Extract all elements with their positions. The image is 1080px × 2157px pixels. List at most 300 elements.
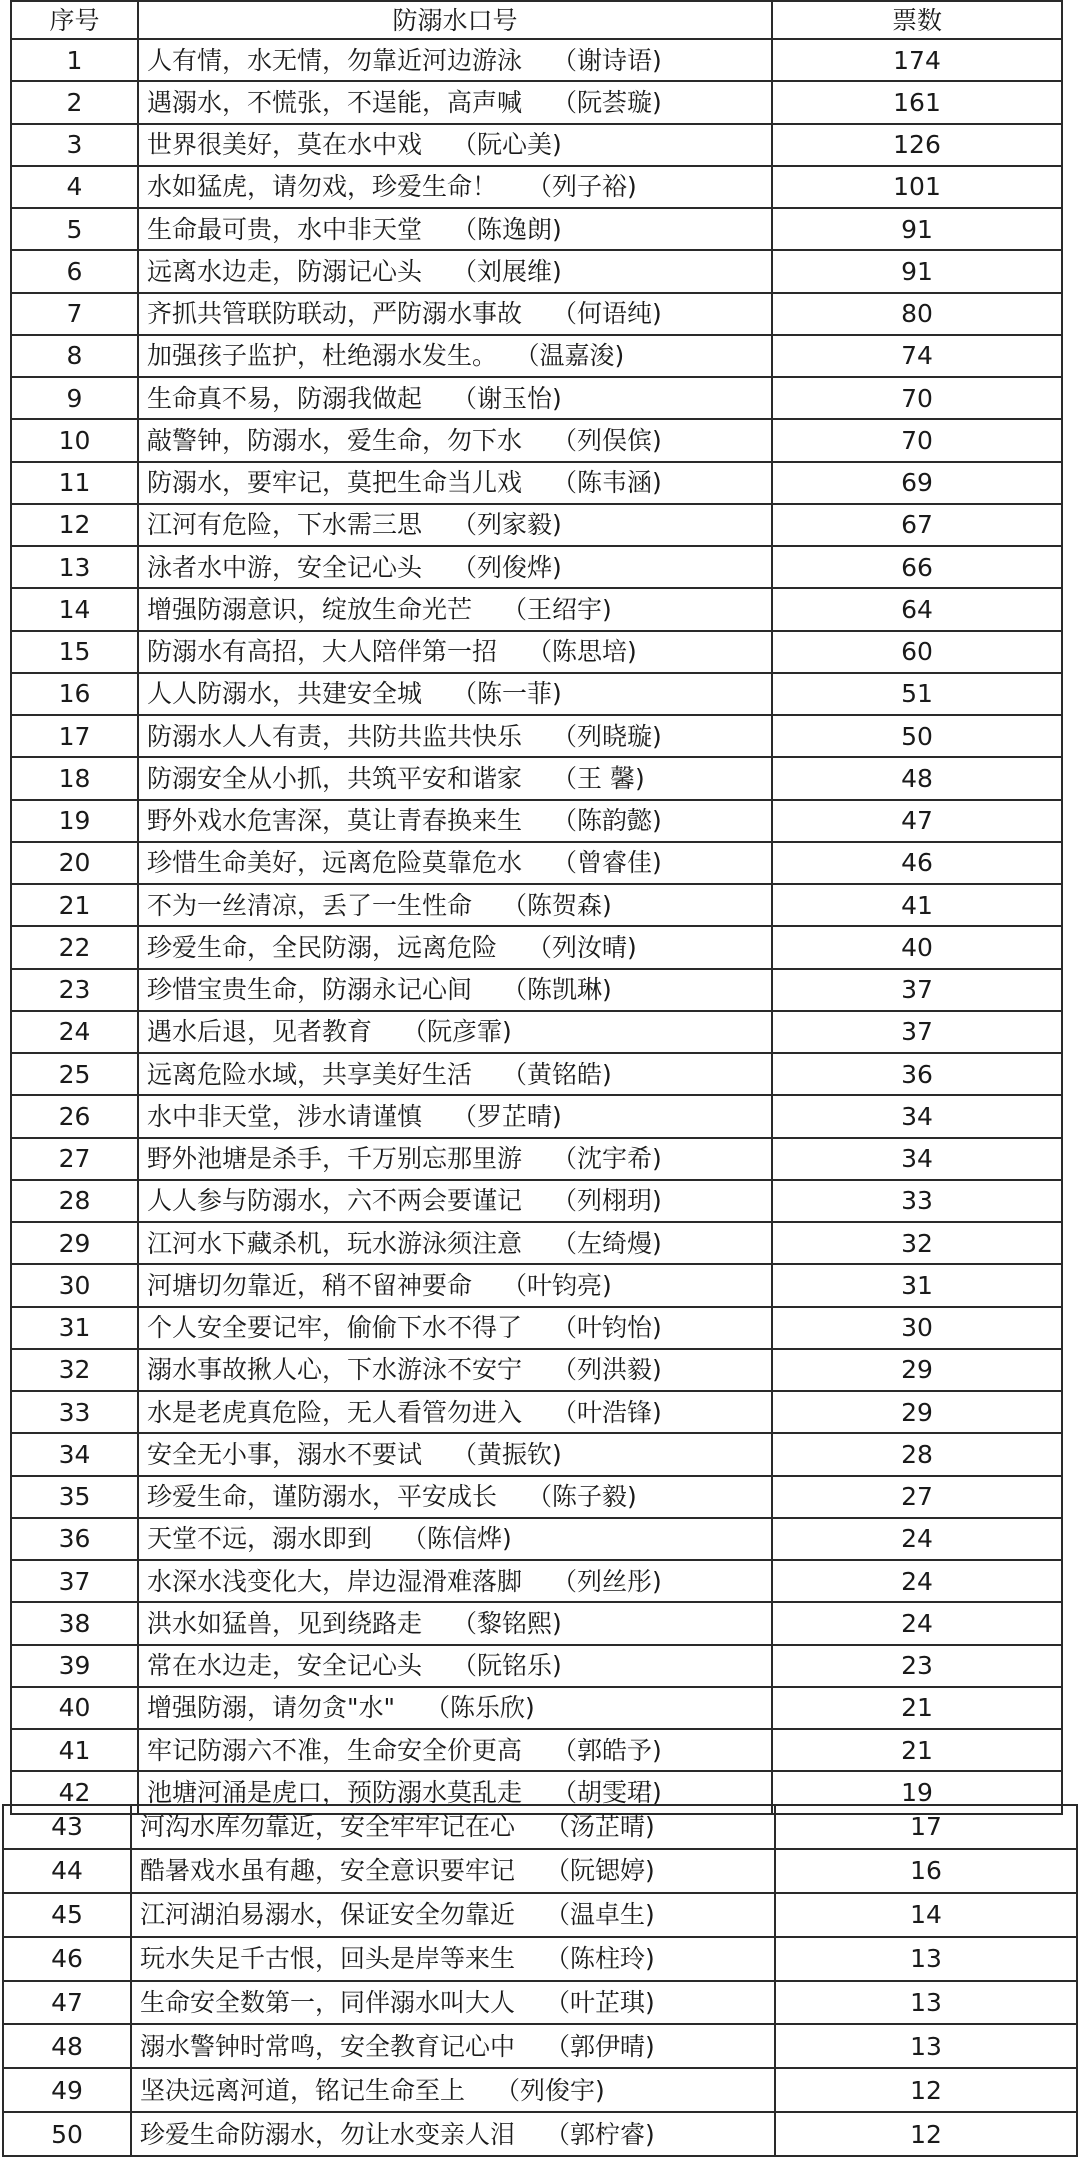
row-number: 44: [3, 1849, 131, 1893]
slogan-author: （列俣傧): [552, 425, 662, 455]
slogan-text: 加强孩子监护，杜绝溺水发生。: [147, 341, 498, 371]
row-votes: 60: [772, 631, 1062, 673]
slogan-text: 远离危险水域，共享美好生活: [147, 1059, 473, 1089]
row-number: 40: [11, 1687, 138, 1729]
row-slogan-cell: [138, 546, 772, 588]
row-slogan-cell: [138, 757, 772, 799]
row-slogan-cell: [131, 2068, 775, 2112]
slogan-author: （沈宇希): [552, 1144, 662, 1174]
table-row: [3, 2024, 1077, 2068]
slogan-text: 池塘河涌是虎口，预防溺水莫乱走: [147, 1777, 523, 1807]
slogan-text: 珍爱生命防溺水，勿让水变亲人泪: [140, 2119, 516, 2149]
row-slogan-cell: [138, 1053, 772, 1095]
row-number: 22: [11, 926, 138, 968]
row-number: 24: [11, 1011, 138, 1053]
table-row: [3, 1849, 1077, 1893]
row-number: 18: [11, 757, 138, 799]
slogan-author: （列子裕): [527, 172, 637, 202]
row-number: 6: [11, 250, 138, 292]
row-slogan-cell: [138, 1391, 772, 1433]
row-number: 15: [11, 631, 138, 673]
slogan-text: 水如猛虎，请勿戏，珍爱生命！: [147, 172, 498, 202]
table-row: [11, 1729, 1062, 1771]
slogan-author: （陈子毅): [527, 1482, 637, 1512]
table-row: [11, 377, 1062, 419]
slogan-author: （郭伊晴): [545, 2031, 655, 2061]
row-votes: 21: [772, 1687, 1062, 1729]
row-number: 16: [11, 673, 138, 715]
table-row: [11, 842, 1062, 884]
row-slogan-cell: [138, 166, 772, 208]
row-slogan-cell: [138, 208, 772, 250]
slogan-text: 敲警钟，防溺水，爱生命，勿下水: [147, 425, 523, 455]
slogan-text: 溺水警钟时常鸣，安全教育记心中: [140, 2031, 516, 2061]
row-number: 7: [11, 293, 138, 335]
table-row: [3, 1805, 1077, 1849]
row-votes: 91: [772, 250, 1062, 292]
row-votes: 28: [772, 1433, 1062, 1475]
table-row: [11, 419, 1062, 461]
row-slogan-cell: [131, 1849, 775, 1893]
slogan-author: （陈韦涵): [552, 468, 662, 498]
row-slogan-cell: [138, 419, 772, 461]
slogan-author: （叶钧怡): [552, 1313, 662, 1343]
row-number: 48: [3, 2024, 131, 2068]
row-votes: 51: [772, 673, 1062, 715]
slogan-author: （阮心美): [452, 130, 562, 160]
row-votes: 36: [772, 1053, 1062, 1095]
row-votes: 33: [772, 1180, 1062, 1222]
table-row: [11, 1602, 1062, 1644]
slogan-text: 防溺水人人有责，共防共监共快乐: [147, 721, 523, 751]
slogan-author: （列俊宇): [495, 2075, 605, 2105]
row-votes: 30: [772, 1307, 1062, 1349]
slogan-author: （陈思培): [527, 637, 637, 667]
slogan-text: 遇水后退，见者教育: [147, 1017, 373, 1047]
table-row: [11, 1053, 1062, 1095]
row-number: 39: [11, 1645, 138, 1687]
row-slogan-cell: [138, 1011, 772, 1053]
slogan-text: 齐抓共管联防联动，严防溺水事故: [147, 299, 523, 329]
table-row: [11, 250, 1062, 292]
slogan-author: （黄振钦): [452, 1439, 562, 1469]
slogan-author: （黎铭熙): [452, 1608, 562, 1638]
row-votes: 31: [772, 1264, 1062, 1306]
row-number: 50: [3, 2112, 131, 2156]
row-slogan-cell: [138, 1476, 772, 1518]
row-votes: 34: [772, 1138, 1062, 1180]
row-votes: 13: [775, 2024, 1077, 2068]
row-votes: 17: [775, 1805, 1077, 1849]
row-number: 11: [11, 462, 138, 504]
slogan-author: （陈逸朗): [452, 214, 562, 244]
slogan-text: 个人安全要记牢，偷偷下水不得了: [147, 1313, 523, 1343]
row-slogan-cell: [138, 1349, 772, 1391]
slogan-text: 珍爱生命，谨防溺水，平安成长: [147, 1482, 498, 1512]
row-number: 27: [11, 1138, 138, 1180]
table-row: [11, 462, 1062, 504]
row-votes: 37: [772, 1011, 1062, 1053]
table-row: [11, 1391, 1062, 1433]
table-row: [11, 757, 1062, 799]
row-slogan-cell: [131, 1805, 775, 1849]
table-row: [11, 1349, 1062, 1391]
table-row: [11, 800, 1062, 842]
slogan-text: 世界很美好，莫在水中戏: [147, 130, 423, 160]
row-number: 42: [11, 1771, 138, 1813]
slogan-text: 溺水事故揪人心，下水游泳不安宁: [147, 1355, 523, 1385]
slogan-text: 珍爱生命，全民防溺，远离危险: [147, 932, 498, 962]
table-row: [11, 1264, 1062, 1306]
slogan-text: 水深水浅变化大，岸边湿滑难落脚: [147, 1566, 523, 1596]
slogan-text: 牢记防溺六不准，生命安全价更高: [147, 1735, 523, 1765]
row-number: 10: [11, 419, 138, 461]
table-row: [11, 1518, 1062, 1560]
slogan-author: （列家毅): [452, 510, 562, 540]
row-number: 38: [11, 1602, 138, 1644]
row-votes: 21: [772, 1729, 1062, 1771]
row-slogan-cell: [138, 377, 772, 419]
slogan-author: （汤芷晴): [545, 1812, 655, 1842]
table-row: [11, 504, 1062, 546]
row-slogan-cell: [138, 39, 772, 81]
vote-results-table-continued: [2, 1804, 1078, 2157]
row-votes: 91: [772, 208, 1062, 250]
row-slogan-cell: [138, 293, 772, 335]
row-slogan-cell: [138, 1729, 772, 1771]
row-slogan-cell: [138, 1602, 772, 1644]
row-slogan-cell: [131, 2112, 775, 2156]
row-number: 13: [11, 546, 138, 588]
row-slogan-cell: [131, 2024, 775, 2068]
table-row: [3, 1981, 1077, 2025]
row-votes: 174: [772, 39, 1062, 81]
slogan-author: （叶浩锋): [552, 1397, 662, 1427]
slogan-text: 增强防溺意识，绽放生命光芒: [147, 594, 473, 624]
row-votes: 12: [775, 2068, 1077, 2112]
row-slogan-cell: [138, 800, 772, 842]
slogan-author: （左绮熳): [552, 1228, 662, 1258]
row-slogan-cell: [138, 124, 772, 166]
row-slogan-cell: [131, 1937, 775, 1981]
slogan-text: 江河有危险，下水需三思: [147, 510, 423, 540]
slogan-author: （列汝晴): [527, 932, 637, 962]
row-slogan-cell: [138, 926, 772, 968]
row-number: 17: [11, 715, 138, 757]
slogan-text: 生命真不易，防溺我做起: [147, 383, 423, 413]
table-row: [11, 1095, 1062, 1137]
row-votes: 161: [772, 81, 1062, 123]
row-slogan-cell: [138, 1433, 772, 1475]
row-votes: 48: [772, 757, 1062, 799]
row-number: 30: [11, 1264, 138, 1306]
table-row: [11, 1180, 1062, 1222]
row-number: 36: [11, 1518, 138, 1560]
row-votes: 50: [772, 715, 1062, 757]
row-slogan-cell: [138, 504, 772, 546]
row-number: 32: [11, 1349, 138, 1391]
slogan-author: （温嘉浚): [527, 341, 625, 371]
slogan-author: （陈韵懿): [552, 806, 662, 836]
row-votes: 74: [772, 335, 1062, 377]
header-votes: 票数: [772, 1, 1062, 39]
row-slogan-cell: [138, 81, 772, 123]
table-row: [11, 1011, 1062, 1053]
slogan-text: 泳者水中游，安全记心头: [147, 552, 423, 582]
slogan-text: 河沟水库勿靠近，安全牢牢记在心: [140, 1812, 516, 1842]
row-number: 12: [11, 504, 138, 546]
slogan-author: （郭皓予): [552, 1735, 662, 1765]
slogan-author: （陈一菲): [452, 679, 562, 709]
row-number: 49: [3, 2068, 131, 2112]
slogan-text: 野外池塘是杀手，千万别忘那里游: [147, 1144, 523, 1174]
slogan-author: （胡雯珺): [552, 1777, 662, 1807]
row-slogan-cell: [138, 462, 772, 504]
row-number: 1: [11, 39, 138, 81]
table-row: [11, 1222, 1062, 1264]
slogan-author: （罗芷晴): [452, 1101, 562, 1131]
slogan-text: 远离水边走，防溺记心头: [147, 256, 423, 286]
row-number: 29: [11, 1222, 138, 1264]
slogan-author: （列丝彤): [552, 1566, 662, 1596]
vote-results-table: [10, 0, 1063, 1815]
row-slogan-cell: [138, 588, 772, 630]
table-row: [11, 588, 1062, 630]
table-row: [3, 1893, 1077, 1937]
slogan-author: （列洪毅): [552, 1355, 662, 1385]
slogan-author: （列俊烨): [452, 552, 562, 582]
table-header-row: [11, 1, 1062, 39]
slogan-text: 不为一丝清凉，丢了一生性命: [147, 890, 473, 920]
row-number: 5: [11, 208, 138, 250]
row-number: 31: [11, 1307, 138, 1349]
row-slogan-cell: [138, 1138, 772, 1180]
row-slogan-cell: [138, 1264, 772, 1306]
slogan-author: （郭柠睿): [545, 2119, 655, 2149]
table-row: [3, 2068, 1077, 2112]
row-number: 3: [11, 124, 138, 166]
slogan-author: （谢玉怡): [452, 383, 562, 413]
row-number: 4: [11, 166, 138, 208]
row-votes: 27: [772, 1476, 1062, 1518]
slogan-text: 洪水如猛兽，见到绕路走: [147, 1608, 423, 1638]
table-row: [11, 124, 1062, 166]
row-slogan-cell: [138, 1518, 772, 1560]
slogan-text: 防溺水有高招，大人陪伴第一招: [147, 637, 498, 667]
row-slogan-cell: [131, 1893, 775, 1937]
row-number: 19: [11, 800, 138, 842]
slogan-author: （王 馨): [552, 763, 645, 793]
row-number: 25: [11, 1053, 138, 1095]
slogan-text: 江河水下藏杀机，玩水游泳须注意: [147, 1228, 523, 1258]
row-votes: 24: [772, 1518, 1062, 1560]
row-slogan-cell: [138, 1095, 772, 1137]
row-number: 8: [11, 335, 138, 377]
slogan-author: （阮荟璇): [552, 87, 662, 117]
table-row: [11, 1645, 1062, 1687]
table-row: [11, 1138, 1062, 1180]
row-votes: 67: [772, 504, 1062, 546]
slogan-author: （谢诗语): [552, 45, 662, 75]
slogan-author: （王绍宇): [502, 594, 612, 624]
row-number: 14: [11, 588, 138, 630]
row-votes: 29: [772, 1349, 1062, 1391]
row-number: 28: [11, 1180, 138, 1222]
row-slogan-cell: [138, 1687, 772, 1729]
row-votes: 70: [772, 377, 1062, 419]
slogan-author: （曾睿佳): [552, 848, 662, 878]
slogan-author: （陈凯琳): [502, 975, 612, 1005]
slogan-text: 酷暑戏水虽有趣，安全意识要牢记: [140, 1856, 516, 1886]
row-votes: 80: [772, 293, 1062, 335]
table-row: [11, 631, 1062, 673]
table-row: [11, 335, 1062, 377]
slogan-text: 生命最可贵，水中非天堂: [147, 214, 423, 244]
table-row: [11, 1560, 1062, 1602]
row-votes: 32: [772, 1222, 1062, 1264]
slogan-author: （叶芷琪): [545, 1988, 655, 2017]
row-votes: 16: [775, 1849, 1077, 1893]
row-number: 33: [11, 1391, 138, 1433]
row-votes: 13: [775, 1981, 1077, 2025]
table-row: [11, 884, 1062, 926]
row-votes: 66: [772, 546, 1062, 588]
row-votes: 70: [772, 419, 1062, 461]
table-row: [11, 208, 1062, 250]
row-number: 37: [11, 1560, 138, 1602]
slogan-author: （列栩玥): [552, 1186, 662, 1216]
slogan-text: 人人防溺水，共建安全城: [147, 679, 423, 709]
slogan-author: （何语纯): [552, 299, 662, 329]
row-slogan-cell: [138, 969, 772, 1011]
row-votes: 41: [772, 884, 1062, 926]
table-row: [11, 673, 1062, 715]
slogan-text: 水是老虎真危险，无人看管勿进入: [147, 1397, 523, 1427]
row-slogan-cell: [138, 715, 772, 757]
table-row: [11, 166, 1062, 208]
slogan-text: 野外戏水危害深，莫让青春换来生: [147, 806, 523, 836]
slogan-text: 防溺水，要牢记，莫把生命当儿戏: [147, 468, 523, 498]
row-number: 47: [3, 1981, 131, 2025]
row-votes: 64: [772, 588, 1062, 630]
row-number: 35: [11, 1476, 138, 1518]
slogan-author: （阮铭乐): [452, 1651, 562, 1681]
row-slogan-cell: [138, 842, 772, 884]
table-row: [11, 715, 1062, 757]
slogan-author: （陈信烨): [402, 1524, 512, 1554]
row-votes: 126: [772, 124, 1062, 166]
row-number: 21: [11, 884, 138, 926]
slogan-text: 珍惜宝贵生命，防溺永记心间: [147, 975, 473, 1005]
slogan-text: 天堂不远，溺水即到: [147, 1524, 373, 1554]
slogan-author: （温卓生): [545, 1900, 655, 1930]
table-row: [11, 1476, 1062, 1518]
slogan-author: （叶钧亮): [502, 1270, 612, 1300]
slogan-text: 遇溺水，不慌张，不逞能，高声喊: [147, 87, 523, 117]
slogan-author: （陈柱玲): [545, 1944, 655, 1974]
row-votes: 47: [772, 800, 1062, 842]
slogan-text: 生命安全数第一，同伴溺水叫大人: [140, 1988, 516, 2017]
table-row: [3, 2112, 1077, 2156]
slogan-text: 玩水失足千古恨，回头是岸等来生: [140, 1944, 516, 1974]
row-slogan-cell: [131, 1981, 775, 2025]
table-row: [11, 1307, 1062, 1349]
row-number: 2: [11, 81, 138, 123]
slogan-author: （黄铭皓): [502, 1059, 612, 1089]
row-votes: 46: [772, 842, 1062, 884]
row-votes: 40: [772, 926, 1062, 968]
slogan-text: 防溺安全从小抓，共筑平安和谐家: [147, 763, 523, 793]
row-number: 20: [11, 842, 138, 884]
row-votes: 23: [772, 1645, 1062, 1687]
slogan-text: 人人参与防溺水，六不两会要谨记: [147, 1186, 523, 1216]
table-row: [11, 81, 1062, 123]
row-number: 9: [11, 377, 138, 419]
table-row: [11, 1687, 1062, 1729]
slogan-author: （列晓璇): [552, 721, 662, 751]
row-votes: 69: [772, 462, 1062, 504]
row-votes: 34: [772, 1095, 1062, 1137]
row-slogan-cell: [138, 335, 772, 377]
table-row: [11, 1433, 1062, 1475]
row-slogan-cell: [138, 1307, 772, 1349]
row-number: 34: [11, 1433, 138, 1475]
slogan-text: 河塘切勿靠近，稍不留神要命: [147, 1270, 473, 1300]
row-votes: 12: [775, 2112, 1077, 2156]
slogan-author: （陈贺森): [502, 890, 612, 920]
header-number: 序号: [11, 1, 138, 39]
row-number: 45: [3, 1893, 131, 1937]
row-votes: 13: [775, 1937, 1077, 1981]
row-number: 23: [11, 969, 138, 1011]
table-row: [11, 293, 1062, 335]
row-votes: 37: [772, 969, 1062, 1011]
row-number: 46: [3, 1937, 131, 1981]
table-row: [11, 39, 1062, 81]
row-votes: 29: [772, 1391, 1062, 1433]
slogan-text: 坚决远离河道，铭记生命至上: [140, 2075, 466, 2105]
row-number: 41: [11, 1729, 138, 1771]
table-row: [11, 926, 1062, 968]
slogan-text: 常在水边走，安全记心头: [147, 1651, 423, 1681]
slogan-author: （刘展维): [452, 256, 562, 286]
row-slogan-cell: [138, 1180, 772, 1222]
slogan-text: 人有情，水无情，勿靠近河边游泳: [147, 45, 523, 75]
table-row: [11, 546, 1062, 588]
slogan-text: 江河湖泊易溺水，保证安全勿靠近: [140, 1900, 516, 1930]
row-slogan-cell: [138, 631, 772, 673]
row-votes: 24: [772, 1602, 1062, 1644]
row-votes: 19: [772, 1771, 1062, 1813]
row-slogan-cell: [138, 884, 772, 926]
row-slogan-cell: [138, 673, 772, 715]
row-slogan-cell: [138, 1222, 772, 1264]
slogan-text: 安全无小事，溺水不要试: [147, 1439, 423, 1469]
header-slogan: 防溺水口号: [138, 1, 772, 39]
row-slogan-cell: [138, 250, 772, 292]
slogan-text: 珍惜生命美好，远离危险莫靠危水: [147, 848, 523, 878]
table-row: [3, 1937, 1077, 1981]
slogan-text: 增强防溺，请勿贪"水": [147, 1693, 395, 1723]
row-votes: 24: [772, 1560, 1062, 1602]
row-votes: 101: [772, 166, 1062, 208]
slogan-author: （陈乐欣): [425, 1693, 535, 1723]
slogan-text: 水中非天堂，涉水请谨慎: [147, 1101, 423, 1131]
slogan-author: （阮彦霏): [402, 1017, 512, 1047]
row-number: 26: [11, 1095, 138, 1137]
row-slogan-cell: [138, 1560, 772, 1602]
slogan-author: （阮锶婷): [545, 1856, 655, 1886]
